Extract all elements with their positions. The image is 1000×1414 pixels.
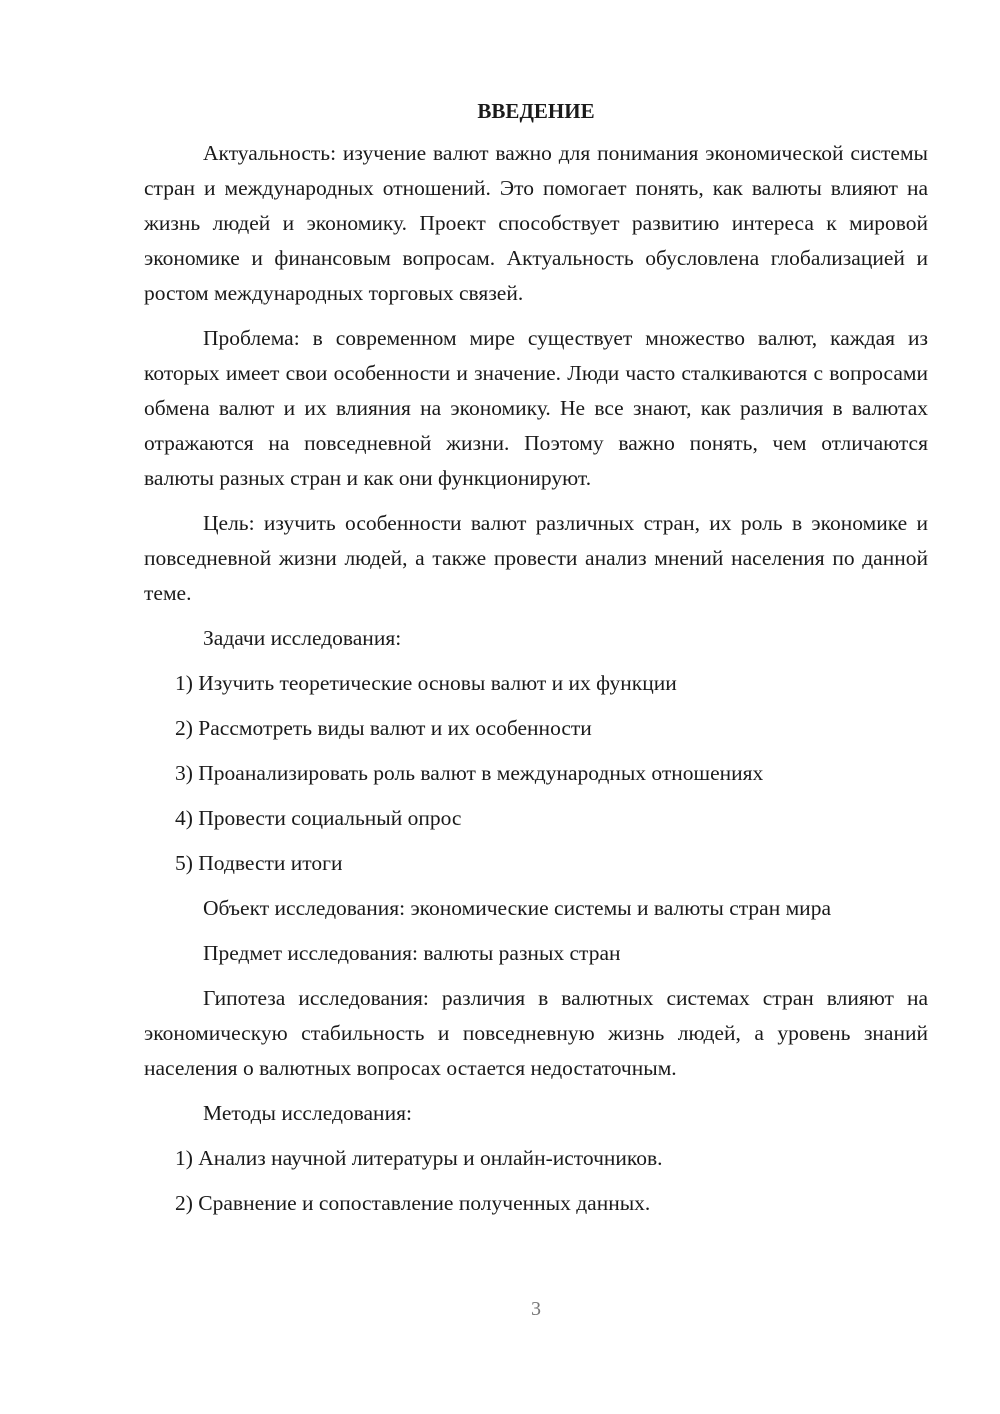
task-item: 3) Проанализировать роль валют в международных отношениях <box>175 761 764 785</box>
hypothesis-paragraph: Гипотеза исследования: различия в валютных системах стран влияют на экономическую стабильность и повседневную жизнь людей, а уровень знаний населения о валютных вопросах остается недостаточным. <box>144 986 928 1080</box>
task-item: 1) Изучить теоретические основы валют и их функции <box>175 671 677 695</box>
method-item: 1) Анализ научной литературы и онлайн-источников. <box>175 1146 663 1170</box>
task-item: 2) Рассмотреть виды валют и их особенности <box>175 716 592 740</box>
page-number: 3 <box>531 1298 541 1320</box>
tasks-heading: Задачи исследования: <box>203 626 402 650</box>
task-item: 4) Провести социальный опрос <box>175 806 462 830</box>
page-content <box>144 96 928 1231</box>
page-title: ВВЕДЕНИЕ <box>477 99 595 123</box>
task-item: 5) Подвести итоги <box>175 851 343 875</box>
problem-paragraph: Проблема: в современном мире существует множество валют, каждая из которых имеет свои особенности и значение. Люди часто сталкиваются с вопросами обмена валют и их влияния на экономику. Не все знают, как различия в валютах отражаются на повседневной жизни. Поэтому важно понять, чем отличаются валюты разных стран и как они функционируют. <box>144 326 928 490</box>
goal-paragraph: Цель: изучить особенности валют различных стран, их роль в экономике и повседневной жизни людей, а также провести анализ мнений населения по данной теме. <box>144 511 928 605</box>
method-item: 2) Сравнение и сопоставление полученных данных. <box>175 1191 651 1215</box>
relevance-paragraph: Актуальность: изучение валют важно для понимания экономической системы стран и международных отношений. Это помогает понять, как валюты влияют на жизнь людей и экономику. Проект способствует развитию интереса к мировой экономике и финансовым вопросам. Актуальность обусловлена глобализацией и ростом международных торговых связей. <box>144 141 928 305</box>
object-paragraph: Объект исследования: экономические системы и валюты стран мира <box>203 896 831 920</box>
subject-paragraph: Предмет исследования: валюты разных стран <box>203 941 621 965</box>
methods-heading: Методы исследования: <box>203 1101 412 1125</box>
